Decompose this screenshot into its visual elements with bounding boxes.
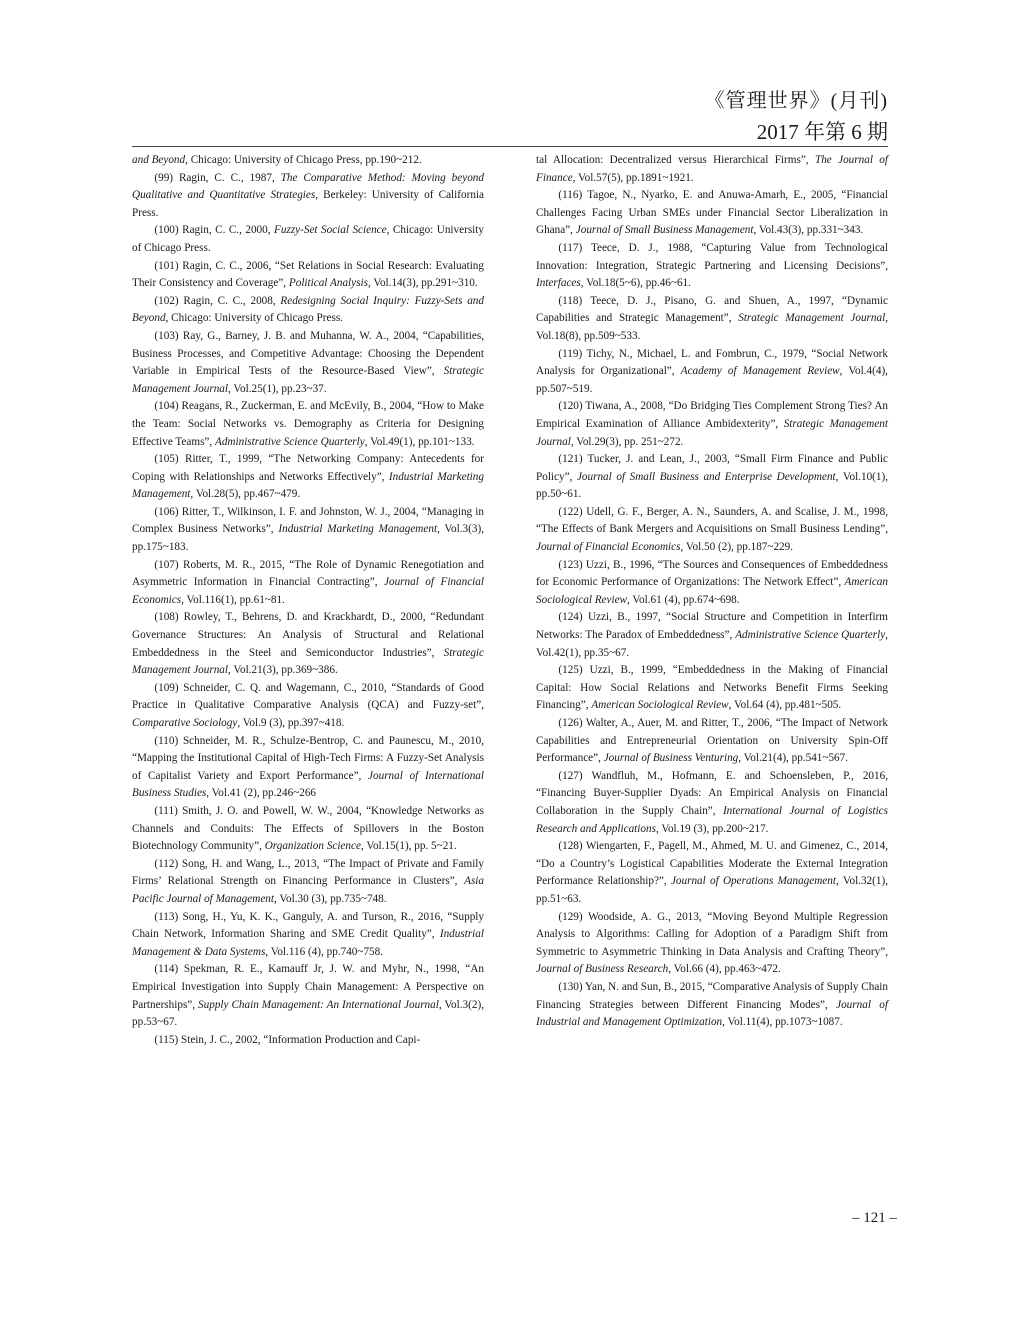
reference-text: (106) Ritter, T., Wilkinson, I. F. and Johnston, W. J., 2004, “Managing in Complex Business Networks”, (132, 505, 484, 536)
reference-details: , Vol.49(1), pp.101~133. (364, 435, 475, 448)
running-header (705, 88, 888, 146)
reference-venue: Political Analysis (288, 277, 368, 290)
reference-venue: Organization Science (264, 840, 361, 853)
reference-entry (132, 258, 484, 293)
reference-details: , Vol.32(1), pp.51~63. (536, 875, 888, 905)
reference-text: (103) Ray, G., Barney, J. B. and Muhanna, W. A., 2004, “Capabilities, Business Processes, and Competitive Advantage: Choosing the Dependent Variable in Empirical Tests of the Resource-Based View”, (132, 329, 484, 378)
reference-text: (112) Song, H. and Wang, L., 2013, “The Impact of Private and Family Firms’ Relational Strength on Financing Performance in Clusters”, (132, 857, 484, 888)
reference-entry (536, 451, 888, 504)
reference-details: , Vol.15(1), pp. 5~21. (360, 840, 457, 853)
reference-text: (128) Wiengarten, F., Pagell, M., Ahmed, M. U. and Gimenez, C., 2014, “Do a Country’s Logistical Capabilities Moderate the External Integration Performance Relationship?”, (536, 840, 888, 888)
reference-entry (536, 346, 888, 399)
reference-text: (109) Schneider, C. Q. and Wagemann, C., 2010, “Standards of Good Practice in Qualitative Comparative Analysis (QCA) and Fuzzy-set”, (132, 681, 484, 712)
reference-text: (126) Walter, A., Auer, M. and Ritter, T., 2006, “The Impact of Network Capabilities and Entrepreneurial Orientation on University Spin-Off Performance”, (536, 717, 888, 765)
reference-entry (536, 293, 888, 346)
reference-details: , Vol.50 (2), pp.187~229. (680, 541, 794, 554)
references-left-column (132, 152, 484, 1049)
reference-text: (119) Tichy, N., Michael, L. and Fombrun, C., 1979, “Social Network Analysis for Organizational”, (536, 347, 888, 378)
reference-text: (129) Woodside, A. G., 2013, “Moving Beyond Multiple Regression Analysis to Algorithms: Calling for Adoption of a Paradigm Shift from Symmetric to Asymmetric Thinking in Data Analysis and Crafting Theory”, (536, 910, 888, 958)
reference-details: , Vol.11(4), pp.1073~1087. (722, 1016, 843, 1029)
reference-venue: Industrial Marketing Management (278, 523, 438, 536)
reference-venue: The Journal of Finance (536, 154, 888, 184)
reference-entry (132, 398, 484, 451)
reference-details: , Vol.66 (4), pp.463~472. (668, 963, 781, 976)
reference-venue: Redesigning Social Inquiry: Fuzzy-Sets and Beyond (132, 294, 484, 325)
reference-entry (132, 222, 484, 257)
reference-details: , Vol.61 (4), pp.674~698. (627, 593, 740, 606)
reference-venue: The Comparative Method: Moving beyond Qualitative and Quantitative Strategies (132, 171, 484, 202)
reference-entry (536, 504, 888, 557)
reference-venue: International Journal of Logistics Research and Applications (536, 804, 888, 835)
reference-text: (120) Tiwana, A., 2008, “Do Bridging Ties Complement Strong Ties? An Empirical Examination of Alliance Ambidexterity”, (536, 400, 888, 430)
reference-entry (536, 715, 888, 768)
reference-entry (132, 856, 484, 909)
reference-venue: Academy of Management Review (680, 365, 840, 378)
reference-details: , Vol.10(1), pp.50~61. (536, 470, 889, 501)
references-right-column (536, 152, 888, 1032)
reference-entry (132, 680, 484, 733)
reference-text: (101) Ragin, C. C., 2006, “Set Relations in Social Research: Evaluating Their Consistency and Coverage”, (132, 259, 484, 290)
reference-details: , Vol.30 (3), pp.735~748. (274, 892, 387, 905)
reference-venue: American Sociological Review (536, 576, 888, 606)
reference-text: (105) Ritter, T., 1999, “The Networking Company: Antecedents for Coping with Relationships and Networks Effectively”, (132, 453, 484, 483)
reference-venue: Journal of Small Business and Enterprise Development (576, 470, 836, 483)
reference-text: (122) Udell, G. F., Berger, A. N., Saunders, A. and Scalise, J. M., 1998, “The Effects of Bank Mergers and Acquisitions on Small Business Lending”, (536, 505, 888, 536)
reference-details: , Vol.28(5), pp.467~479. (190, 488, 301, 501)
reference-text: (116) Tagoe, N., Nyarko, E. and Anuwa-Amarh, E., 2005, “Financial Challenges Facing Urban SMEs under Financial Sector Liberalization in Ghana”, (536, 189, 888, 237)
reference-text: (124) Uzzi, B., 1997, “Social Structure and Competition in Interfirm Networks: The Paradox of Embeddedness”, (536, 611, 888, 642)
reference-details: , Vol.116(1), pp.61~81. (181, 593, 285, 606)
reference-venue: Journal of Operations Management (670, 875, 836, 888)
reference-details: , Vol.116 (4), pp.740~758. (265, 945, 384, 958)
reference-details: , Vol.25(1), pp.23~37. (228, 382, 327, 395)
reference-venue: Administrative Science Quarterly (214, 435, 365, 448)
reference-entry (132, 909, 484, 962)
reference-details: , Vol.29(3), pp. 251~272. (570, 435, 684, 448)
reference-venue: Journal of Financial Economics (132, 576, 484, 606)
reference-venue: Asia Pacific Journal of Management (132, 875, 484, 905)
reference-entry (132, 328, 484, 398)
reference-text: tal Allocation: Decentralized versus Hierarchical Firms”, (536, 154, 815, 166)
reference-entry (536, 909, 888, 979)
reference-entry (536, 838, 888, 908)
reference-text: (113) Song, H., Yu, K. K., Ganguly, A. and Turson, R., 2016, “Supply Chain Network, Information Sharing and SME Credit Quality”, (132, 910, 484, 941)
reference-details: , Vol.14(3), pp.291~310. (367, 277, 478, 290)
reference-venue: Strategic Management Journal (132, 646, 484, 677)
reference-venue: and Beyond (132, 154, 186, 166)
reference-details: , Vol.41 (2), pp.246~266 (206, 787, 317, 800)
reference-entry (132, 557, 484, 610)
reference-text: (110) Schneider, M. R., Schulze-Bentrop, C. and Paunescu, M., 2010, “Mapping the Institutional Capital of High-Tech Firms: A Fuzzy-Set Analysis of Capitalist Variety and Export Performance”, (132, 734, 484, 782)
reference-text: (104) Reagans, R., Zuckerman, E. and McEvily, B., 2004, “How to Make the Team: Social Networks vs. Demography as Criteria for Designing Effective Teams”, (132, 400, 484, 448)
reference-text: (108) Rowley, T., Behrens, D. and Krackhardt, D., 2000, “Redundant Governance Structures: An Analysis of Structural and Relational Embeddedness in the Steel and Semiconductor Industries”, (132, 611, 484, 659)
reference-details: , Vol.43(3), pp.331~343. (753, 224, 864, 237)
reference-text: (99) Ragin, C. C., 1987, (154, 171, 281, 184)
reference-venue: Supply Chain Management: An International Journal (198, 998, 439, 1011)
reference-text: (125) Uzzi, B., 1999, “Embeddedness in the Making of Financial Capital: How Social Relations and Networks Benefit Firms Seeking Financing”, (536, 664, 888, 712)
issue-label: 2017 年第 6 期 (756, 120, 888, 144)
reference-venue: Journal of International Business Studies (132, 769, 484, 800)
reference-details: , Vol.57(5), pp.1891~1921. (572, 171, 694, 184)
reference-venue: American Sociological Review (591, 699, 729, 712)
reference-entry (132, 293, 484, 328)
reference-details: , Vol.19 (3), pp.200~217. (655, 822, 769, 835)
reference-venue: Journal of Industrial and Management Optimization (536, 998, 889, 1029)
reference-text: (118) Teece, D. J., Pisano, G. and Shuen, A., 1997, “Dynamic Capabilities and Strategic Management”, (536, 294, 888, 325)
reference-details: , Vol.18(5~6), pp.46~61. (580, 277, 691, 290)
reference-entry (132, 152, 484, 170)
reference-details: , Vol.9 (3), pp.397~418. (237, 717, 345, 729)
reference-details: , Chicago: University of Chicago Press, pp.190~212. (185, 154, 422, 166)
reference-venue: Journal of Business Research (536, 963, 669, 976)
page-number: – 121 – (852, 1210, 897, 1226)
reference-details: , Vol.21(4), pp.541~567. (738, 752, 849, 765)
reference-details: , Chicago: University of Chicago Press. (132, 224, 484, 254)
reference-text: (111) Smith, J. O. and Powell, W. W., 2004, “Knowledge Networks as Channels and Conduits: The Effects of Spillovers in the Boston Biotechnology Community”, (132, 804, 484, 853)
reference-entry (536, 768, 888, 838)
reference-venue: Strategic Management Journal (738, 312, 886, 325)
reference-details: , Vol.4(4), pp.507~519. (536, 365, 888, 395)
reference-venue: Administrative Science Quarterly (735, 629, 886, 642)
reference-text: (100) Ragin, C. C., 2000, (154, 224, 275, 237)
reference-text: (123) Uzzi, B., 1996, “The Sources and Consequences of Embeddedness for Economic Performance of Organizations: The Network Effect”, (536, 558, 888, 589)
reference-entry (536, 557, 888, 610)
reference-entry (536, 979, 888, 1032)
reference-entry (536, 662, 888, 715)
reference-venue: Comparative Sociology (132, 717, 238, 729)
reference-entry (132, 1032, 484, 1050)
reference-entry (536, 240, 888, 293)
reference-details: , Chicago: University of Chicago Press. (165, 312, 343, 325)
reference-entry (132, 803, 484, 856)
reference-venue: Journal of Business Venturing (603, 752, 739, 765)
reference-details: , Vol.3(2), pp.53~67. (132, 998, 484, 1029)
reference-text: (117) Teece, D. J., 1988, “Capturing Value from Technological Innovation: Integration, Strategic Partnering and Licensing Decisions”, (536, 241, 888, 272)
reference-text: (102) Ragin, C. C., 2008, (154, 294, 281, 307)
reference-venue: Journal of Financial Economics (536, 541, 681, 554)
header-rule (132, 146, 888, 147)
reference-details: , Vol.64 (4), pp.481~505. (728, 699, 842, 712)
reference-text: (115) Stein, J. C., 2002, “Information Production and Capi- (154, 1033, 421, 1046)
reference-text: (114) Spekman, R. E., Kamauff Jr, J. W. and Myhr, N., 1998, “An Empirical Investigation into Supply Chain Management: A Perspective on Partnerships”, (132, 963, 484, 1011)
reference-venue: Strategic Management Journal (536, 417, 888, 448)
reference-entry (536, 609, 888, 662)
reference-details: , Vol.21(3), pp.369~386. (228, 664, 338, 677)
reference-venue: Journal of Small Business Management (575, 224, 754, 237)
reference-text: (107) Roberts, M. R., 2015, “The Role of Dynamic Renegotiation and Asymmetric Information in Financial Contracting”, (132, 558, 484, 589)
reference-entry (536, 152, 888, 187)
reference-entry (132, 733, 484, 803)
reference-venue: Strategic Management Journal (132, 365, 484, 395)
reference-venue: Industrial Management & Data Systems (132, 928, 484, 958)
reference-entry (132, 451, 484, 504)
reference-text: (130) Yan, N. and Sun, B., 2015, “Comparative Analysis of Supply Chain Financing Strategies between Different Financing Modes”, (536, 980, 888, 1011)
reference-entry (132, 170, 484, 223)
reference-entry (132, 609, 484, 679)
reference-venue: Interfaces (536, 277, 581, 290)
reference-details: , Vol.18(8), pp.509~533. (536, 312, 888, 342)
reference-details: , Berkeley: University of California Press. (132, 189, 484, 219)
reference-details: , Vol.3(3), pp.175~183. (132, 523, 484, 554)
reference-venue: Industrial Marketing Management (132, 470, 484, 501)
reference-entry (132, 961, 484, 1031)
reference-venue: Fuzzy-Set Social Science (274, 224, 387, 237)
reference-entry (132, 504, 484, 557)
journal-title: 《管理世界》(月刊) (704, 90, 888, 112)
reference-details: , Vol.42(1), pp.35~67. (536, 629, 888, 659)
reference-entry (536, 187, 888, 240)
reference-text: (127) Wandfluh, M., Hofmann, E. and Schoensleben, P., 2016, “Financing Buyer-Supplier Dyads: An Empirical Analysis on Financial Collaboration in the Supply Chain”, (536, 769, 888, 817)
reference-text: (121) Tucker, J. and Lean, J., 2003, “Small Firm Finance and Public Policy”, (536, 453, 888, 483)
reference-entry (536, 398, 888, 451)
